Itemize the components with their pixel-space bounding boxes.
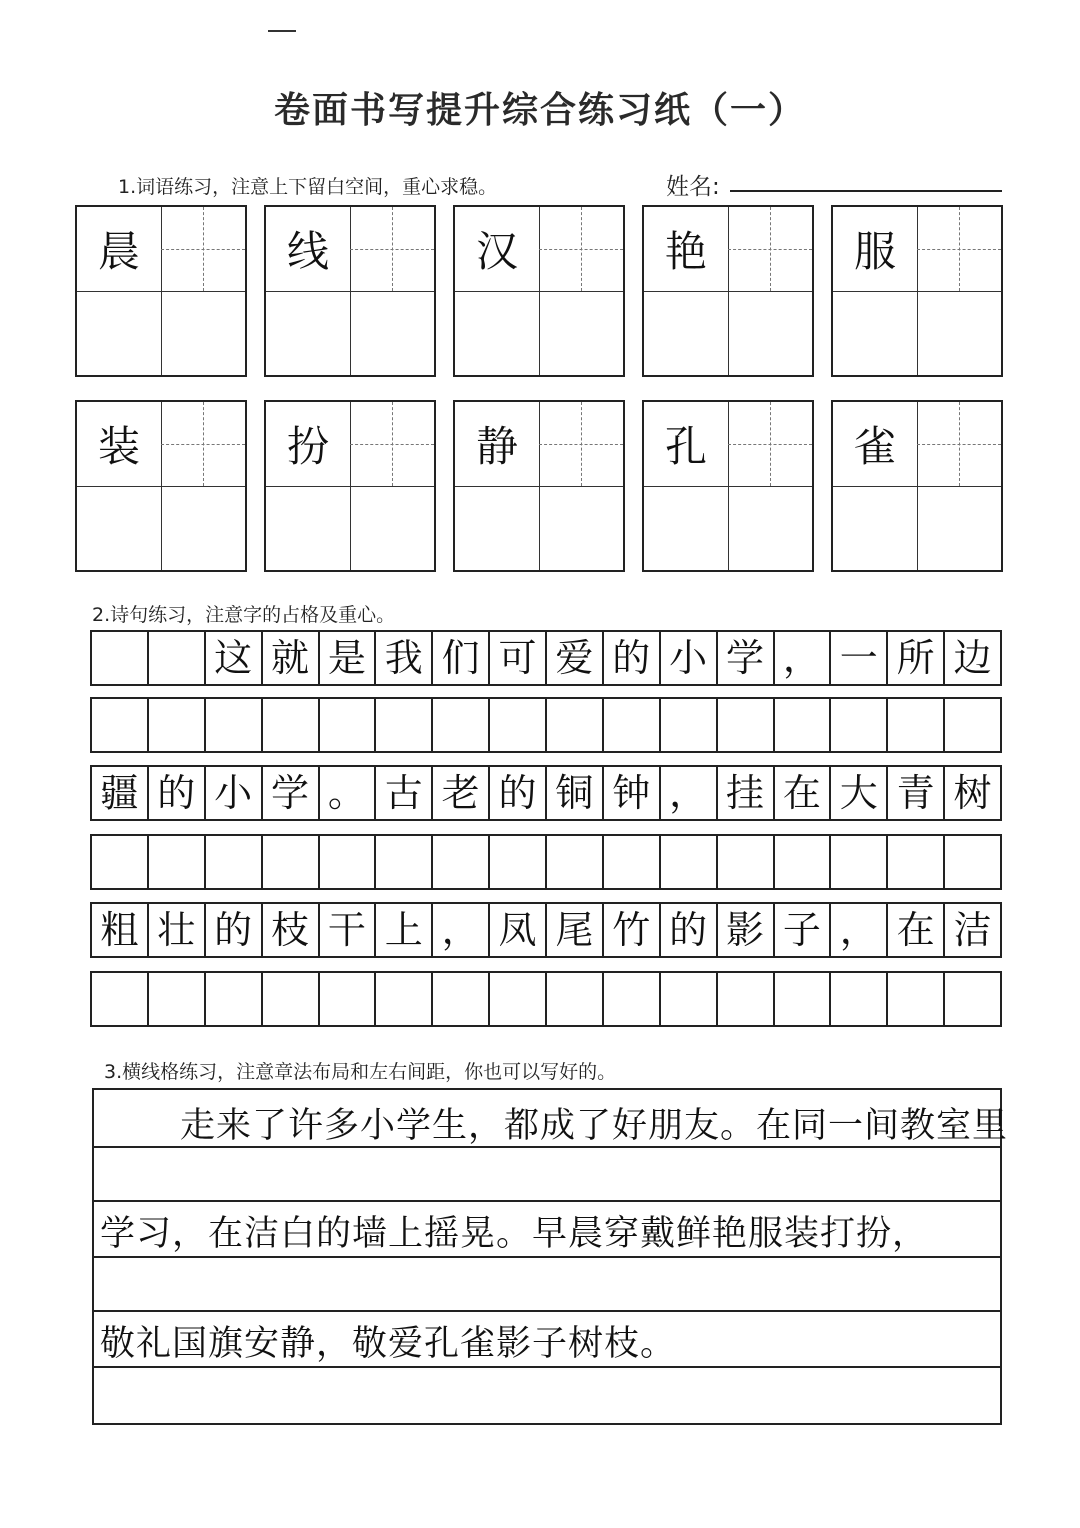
grid-cell[interactable]: 影 [718,904,775,956]
grid-cell[interactable] [718,836,775,888]
handwriting-line-3: 敬礼国旗安静，敬爱孔雀影子树枝。 [100,1324,677,1364]
grid-cell[interactable]: 铜 [547,767,604,819]
model-character: 艳 [664,227,707,276]
grid-row [90,630,1002,686]
tianzige-box[interactable] [642,400,814,572]
model-character: 服 [853,227,896,276]
grid-cell[interactable]: 壮 [149,904,206,956]
grid-cell[interactable]: 钟 [604,767,661,819]
model-character: 静 [475,422,518,471]
grid-cell[interactable] [888,836,945,888]
rule-line [94,1256,1000,1258]
grid-cell[interactable] [831,836,888,888]
grid-cell[interactable]: 的 [490,767,547,819]
section3-instruction: 3.横线格练习，注意章法布局和左右间距，你也可以写好的。 [104,1061,617,1083]
grid-cell[interactable] [92,973,149,1025]
grid-cell[interactable]: 挂 [718,767,775,819]
grid-cell[interactable]: 凤 [490,904,547,956]
grid-cell[interactable]: ， [661,767,718,819]
grid-cell[interactable] [433,836,490,888]
grid-cell[interactable]: 可 [490,632,547,684]
grid-cell[interactable] [775,699,832,751]
grid-cell[interactable]: 的 [149,767,206,819]
grid-cell[interactable] [206,699,263,751]
grid-cell[interactable]: 就 [263,632,320,684]
grid-cell[interactable]: 青 [888,767,945,819]
grid-cell[interactable] [206,836,263,888]
grid-cell[interactable] [149,836,206,888]
section2-instruction: 2.诗句练习，注意字的占格及重心。 [92,604,396,626]
grid-cell[interactable] [945,973,1000,1025]
grid-cell[interactable]: 小 [661,632,718,684]
tianzige-box[interactable] [75,205,247,377]
grid-cell[interactable]: 子 [775,904,832,956]
grid-cell[interactable]: 。 [320,767,377,819]
grid-cell[interactable] [433,973,490,1025]
rule-line [94,1366,1000,1368]
grid-cell[interactable] [92,699,149,751]
grid-cell[interactable] [604,699,661,751]
rule-line [94,1310,1000,1312]
grid-cell[interactable]: 们 [433,632,490,684]
grid-cell[interactable]: 的 [206,904,263,956]
grid-cell[interactable] [433,699,490,751]
grid-cell[interactable]: 老 [433,767,490,819]
tianzige-box[interactable] [264,205,436,377]
grid-cell[interactable] [490,699,547,751]
grid-cell[interactable] [92,836,149,888]
grid-cell[interactable] [376,699,433,751]
model-character: 扮 [286,422,329,471]
grid-cell[interactable] [149,699,206,751]
grid-cell[interactable] [92,632,149,684]
grid-cell[interactable] [718,699,775,751]
grid-cell[interactable]: 洁 [953,908,992,952]
grid-cell[interactable]: 上 [376,904,433,956]
handwriting-line-1: 走来了许多小学生，都成了好朋友。在同一间教室里 [180,1106,1009,1146]
top-mark [268,30,296,32]
tianzige-box[interactable] [453,205,625,377]
grid-row [90,971,1002,1027]
grid-cell[interactable]: 枝 [263,904,320,956]
model-character: 装 [97,422,140,471]
tianzige-box[interactable] [75,400,247,572]
grid-cell[interactable] [263,973,320,1025]
grid-cell[interactable] [661,699,718,751]
grid-cell[interactable]: 在 [775,767,832,819]
grid-cell[interactable] [604,973,661,1025]
grid-cell[interactable] [263,699,320,751]
model-character: 线 [286,227,329,276]
grid-cell[interactable] [888,973,945,1025]
tianzige-box[interactable] [831,205,1003,377]
grid-cell[interactable]: 树 [953,771,992,815]
grid-cell[interactable] [945,836,1000,888]
grid-cell[interactable] [604,836,661,888]
grid-cell[interactable]: 所 [888,632,945,684]
grid-cell[interactable]: 粗 [92,904,149,956]
grid-cell[interactable]: 是 [320,632,377,684]
grid-cell[interactable]: 边 [953,636,992,680]
tianzige-box[interactable] [453,400,625,572]
grid-cell[interactable] [547,699,604,751]
grid-cell[interactable]: ， [831,904,888,956]
grid-cell[interactable] [775,973,832,1025]
grid-cell[interactable] [490,973,547,1025]
model-character: 晨 [97,227,140,276]
grid-row [90,765,1002,821]
grid-cell[interactable] [490,836,547,888]
name-field[interactable] [730,190,1002,192]
model-character: 汉 [475,227,518,276]
grid-cell[interactable]: 竹 [604,904,661,956]
grid-cell[interactable] [376,973,433,1025]
grid-cell[interactable]: 爱 [547,632,604,684]
grid-cell[interactable] [831,973,888,1025]
model-character: 孔 [664,422,707,471]
grid-cell[interactable] [661,973,718,1025]
tianzige-box[interactable] [642,205,814,377]
grid-cell[interactable]: 一 [831,632,888,684]
grid-cell[interactable] [149,973,206,1025]
grid-cell[interactable] [320,836,377,888]
grid-cell[interactable]: 大 [831,767,888,819]
grid-cell[interactable]: 干 [320,904,377,956]
grid-cell[interactable]: 的 [661,904,718,956]
grid-cell[interactable]: 这 [206,632,263,684]
grid-cell[interactable] [661,836,718,888]
tianzige-box[interactable] [264,400,436,572]
grid-cell[interactable]: 在 [888,904,945,956]
grid-cell[interactable] [775,836,832,888]
grid-cell[interactable] [547,836,604,888]
grid-cell[interactable] [945,699,1000,751]
grid-row [90,697,1002,753]
grid-cell[interactable] [888,699,945,751]
name-label: 姓名: [666,174,720,200]
grid-cell[interactable]: ， [433,904,490,956]
grid-cell[interactable]: 小 [206,767,263,819]
page-title: 卷面书写提升综合练习纸（一） [273,89,806,131]
grid-cell[interactable]: 学 [263,767,320,819]
grid-cell[interactable] [320,699,377,751]
lined-writing-box [92,1088,1009,1425]
rule-line [94,1200,1000,1202]
grid-cell[interactable]: 尾 [547,904,604,956]
grid-cell[interactable]: 古 [376,767,433,819]
grid-cell[interactable]: ， [775,632,832,684]
grid-cell[interactable] [149,632,206,684]
grid-cell[interactable]: 的 [604,632,661,684]
grid-cell[interactable] [263,836,320,888]
grid-cell[interactable] [718,973,775,1025]
model-character: 雀 [853,422,896,471]
grid-cell[interactable]: 疆 [92,767,149,819]
grid-cell[interactable]: 学 [718,632,775,684]
grid-row [90,902,1002,958]
grid-cell[interactable] [831,699,888,751]
handwriting-line-2: 学习，在洁白的墙上摇晃。早晨穿戴鲜艳服装打扮， [100,1214,929,1254]
grid-cell[interactable]: 我 [376,632,433,684]
grid-cell[interactable] [320,973,377,1025]
section1-instruction: 1.词语练习，注意上下留白空间，重心求稳。 [118,176,498,198]
grid-cell[interactable] [547,973,604,1025]
grid-cell[interactable] [206,973,263,1025]
tianzige-box[interactable] [831,400,1003,572]
grid-cell[interactable] [376,836,433,888]
grid-row [90,834,1002,890]
